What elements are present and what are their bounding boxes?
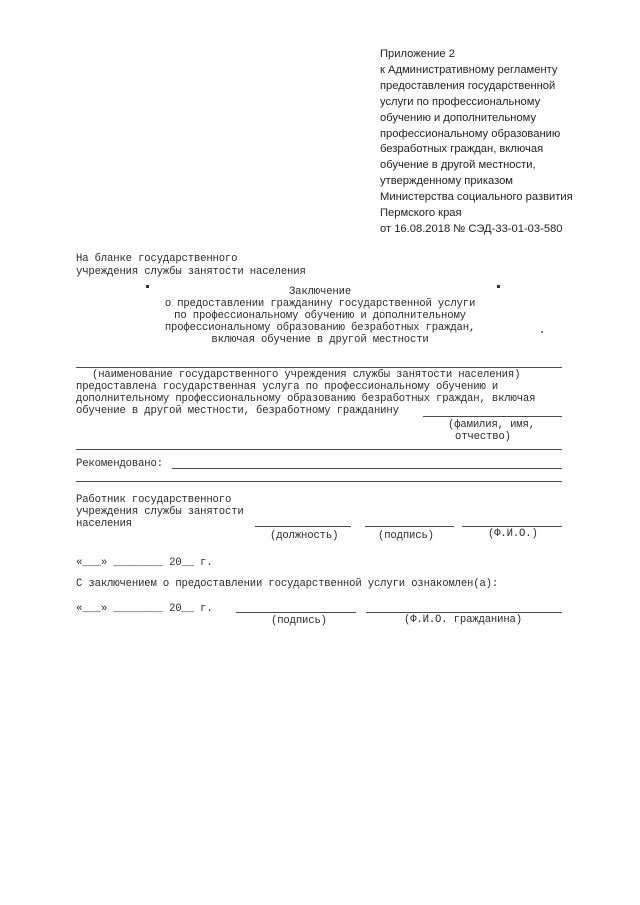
employee-label-line: населения: [76, 518, 132, 530]
title-line: профессиональному образованию безработных граждан,: [164, 322, 476, 334]
appendix-line: к Административному регламенту: [380, 63, 558, 76]
citizen-signature-field[interactable]: [236, 612, 356, 613]
recommended-label: Рекомендовано:: [76, 458, 163, 470]
acquaintance-text: С заключением о предоставлении государственной услуги ознакомлен(а):: [76, 578, 499, 590]
appendix-line: Министерства социального развития: [380, 191, 573, 204]
appendix-header: [380, 47, 573, 238]
fio-field[interactable]: [462, 526, 562, 527]
appendix-line: обучению и дополнительному: [380, 111, 537, 124]
institution-name-field[interactable]: [76, 367, 562, 368]
date-field[interactable]: «___» ________ 20__ г.: [76, 557, 213, 569]
citizen-signature-caption: (подпись): [271, 615, 327, 627]
appendix-line: профессиональному образованию: [380, 127, 561, 140]
name-caption: (фамилия, имя,: [448, 419, 535, 431]
employee-label-line: учреждения службы занятости: [76, 506, 244, 518]
institution-caption: (наименование государственного учреждения службы занятости населения): [92, 369, 521, 381]
document-title: Заключение: [288, 286, 352, 298]
position-caption: (должность): [270, 530, 339, 542]
paragraph-line: предоставлена государственная услуга по профессиональному обучению и: [76, 381, 499, 393]
paragraph-line: обучение в другой местности, безработному гражданину: [76, 405, 399, 417]
title-line: о предоставлении гражданину государственной услуги: [164, 298, 476, 310]
signature-field[interactable]: [365, 526, 454, 527]
title-line: включая обучение в другой местности: [211, 334, 429, 346]
appendix-line: услуги по профессиональному: [380, 95, 541, 108]
citizen-fio-caption: (Ф.И.О. гражданина): [404, 614, 522, 626]
appendix-line: Пермского края: [380, 207, 462, 220]
letterhead-line: учреждения службы занятости населения: [76, 266, 306, 278]
appendix-line: от 16.08.2018 № СЭД-33-01-03-580: [380, 222, 563, 235]
title-line: по профессиональному обучению и дополнительному: [174, 310, 466, 322]
citizen-name-field[interactable]: [423, 416, 562, 417]
recommended-field[interactable]: [172, 468, 562, 469]
position-field[interactable]: [255, 526, 351, 527]
appendix-line: предоставления государственной: [380, 79, 556, 92]
recommended-field-continued[interactable]: [76, 481, 562, 482]
employee-label-line: Работник государственного: [76, 494, 232, 506]
paragraph-line: дополнительному профессиональному образованию безработных граждан, включая: [76, 393, 536, 405]
citizen-fio-field[interactable]: [366, 612, 562, 613]
appendix-line: обучение в другой местности,: [380, 159, 536, 172]
appendix-line: безработных граждан, включая: [380, 143, 544, 156]
appendix-line: Приложение 2: [380, 48, 455, 60]
date-field-2[interactable]: «___» ________ 20__ г.: [76, 603, 213, 615]
signature-caption: (подпись): [378, 530, 434, 542]
name-caption: отчество): [455, 431, 511, 443]
fio-caption: (Ф.И.О.): [488, 528, 538, 540]
citizen-name-field-continued[interactable]: [76, 449, 562, 450]
letterhead-line: На бланке государственного: [76, 253, 238, 265]
appendix-line: утвержденному приказом: [380, 175, 513, 188]
